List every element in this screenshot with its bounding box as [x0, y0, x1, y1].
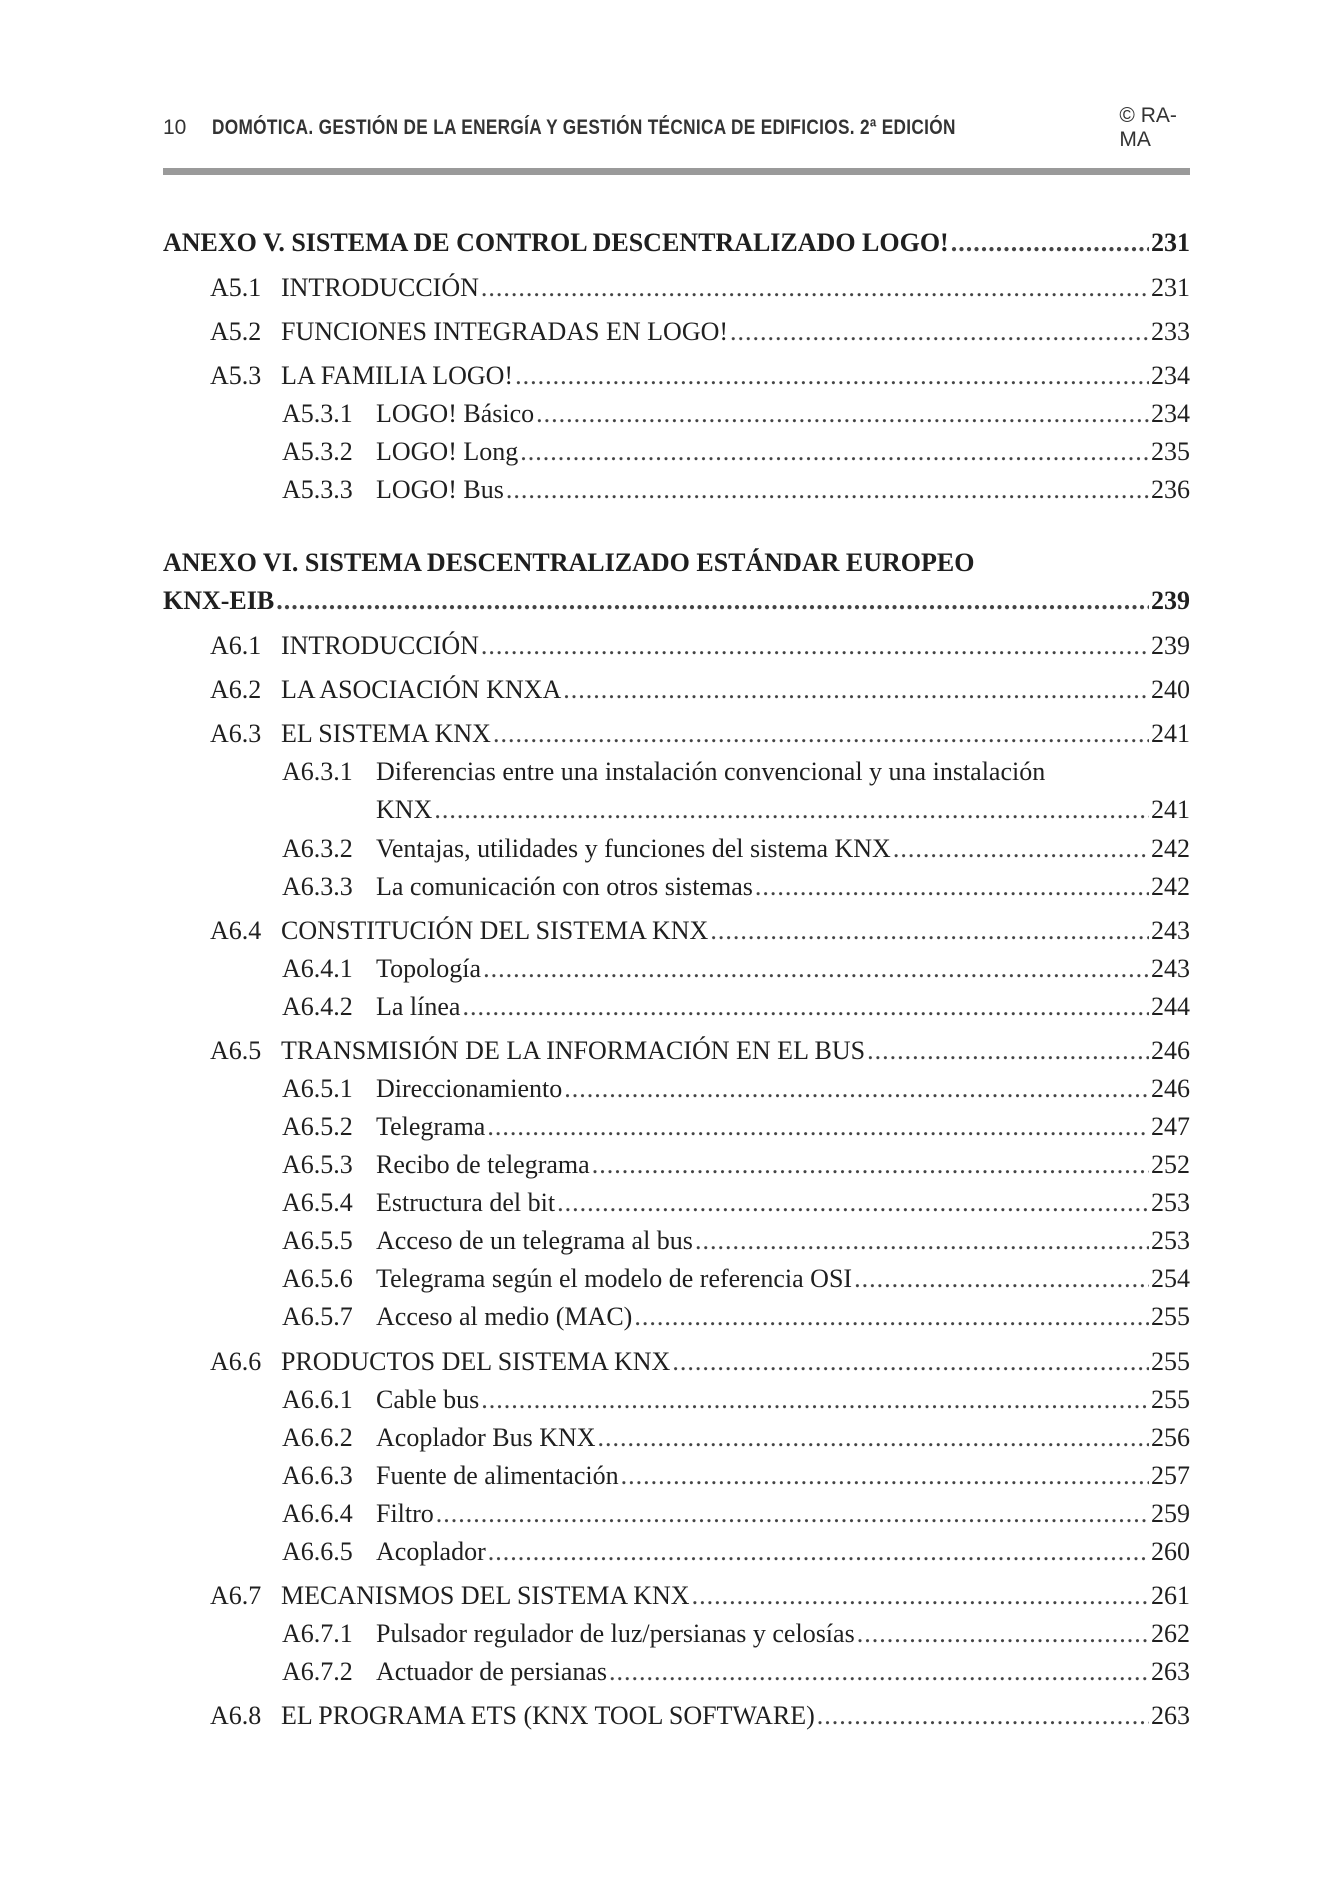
leader-dots: [436, 1497, 1149, 1531]
toc-entry-number: A6.6.2: [282, 1423, 353, 1452]
toc-subentry[interactable]: [282, 1497, 1190, 1531]
toc-subentry[interactable]: [282, 1224, 1190, 1258]
toc-page: 236: [1151, 475, 1190, 504]
toc-subentry[interactable]: [282, 473, 1190, 507]
toc-entry-title: MECANISMOS DEL SISTEMA KNX: [281, 1581, 690, 1610]
toc-page: 246: [1151, 1074, 1190, 1103]
leader-dots: [564, 1072, 1149, 1106]
toc-page: 259: [1151, 1499, 1190, 1528]
toc-page: 263: [1151, 1657, 1190, 1686]
publisher: © RA-MA: [1119, 104, 1177, 151]
leader-dots: [276, 584, 1149, 618]
leader-dots: [634, 1300, 1149, 1334]
toc-entry-number: A6.4: [210, 916, 262, 945]
toc-entry-number: A6.5.6: [282, 1264, 353, 1293]
toc-page: 247: [1151, 1112, 1190, 1141]
toc-entry[interactable]: [210, 271, 1190, 305]
toc-entry-number: A6.6.1: [282, 1385, 353, 1414]
toc-entry-title: Diferencias entre una instalación convencional y una instalación: [376, 757, 1046, 786]
leader-dots: [481, 629, 1149, 663]
toc-entry-title: Acceso al medio (MAC): [376, 1302, 633, 1331]
leader-dots: [598, 1421, 1149, 1455]
toc-entry-number: A6.2: [210, 675, 262, 704]
leader-dots: [462, 990, 1149, 1024]
toc-subentry[interactable]: [282, 1072, 1190, 1106]
toc-subentry[interactable]: [282, 1300, 1190, 1334]
toc-entry-number: A6.4.2: [282, 992, 353, 1021]
leader-dots: [609, 1655, 1149, 1689]
leader-dots: [692, 1579, 1149, 1613]
toc-annex-title: KNX-EIB: [163, 586, 275, 615]
toc-entry-number: A5.2: [210, 317, 262, 346]
leader-dots: [867, 1034, 1149, 1068]
toc-page: 262: [1151, 1619, 1190, 1648]
toc-entry-number: A5.1: [210, 273, 262, 302]
toc-entry-title: LA ASOCIACIÓN KNXA: [281, 675, 562, 704]
leader-dots: [481, 271, 1149, 305]
toc-entry-number: A6.6.3: [282, 1461, 353, 1490]
toc-entry[interactable]: [210, 1699, 1190, 1733]
toc-annex-6[interactable]: [163, 584, 1190, 618]
toc-entry-title: INTRODUCCIÓN: [281, 631, 479, 660]
toc-entry-title: CONSTITUCIÓN DEL SISTEMA KNX: [281, 916, 709, 945]
toc-entry-title: KNX: [376, 795, 433, 824]
toc-entry-title: Estructura del bit: [376, 1188, 556, 1217]
toc-entry-title: Ventajas, utilidades y funciones del sistema KNX: [376, 834, 891, 863]
toc-entry-title: EL SISTEMA KNX: [281, 719, 491, 748]
toc-entry-number: A6.3.1: [282, 757, 353, 786]
toc-page: 243: [1151, 954, 1190, 983]
toc-entry-number: A6.6.4: [282, 1499, 353, 1528]
toc-subentry[interactable]: [282, 1535, 1190, 1569]
leader-dots: [695, 1224, 1149, 1258]
toc-entry-number: A6.7.2: [282, 1657, 353, 1686]
toc-annex-title: ANEXO V. SISTEMA DE CONTROL DESCENTRALIZADO LOGO!: [163, 228, 949, 257]
toc-entry-number: A6.1: [210, 631, 262, 660]
toc-entry-number: A6.3.3: [282, 872, 353, 901]
toc-entry-number: A6.5.5: [282, 1226, 353, 1255]
toc-subentry-line1[interactable]: [282, 755, 1045, 789]
toc-subentry[interactable]: [282, 1383, 1190, 1417]
toc-subentry[interactable]: [282, 832, 1190, 866]
toc-page: 256: [1151, 1423, 1190, 1452]
toc-page: 242: [1151, 872, 1190, 901]
toc-entry-title: Telegrama: [376, 1112, 486, 1141]
leader-dots: [536, 397, 1149, 431]
toc-entry-title: Recibo de telegrama: [376, 1150, 590, 1179]
toc-entry-title: Acoplador: [376, 1537, 486, 1566]
toc-page: 243: [1151, 916, 1190, 945]
toc-page: 233: [1151, 317, 1190, 346]
toc-entry-number: A6.6: [210, 1347, 262, 1376]
toc-entry-number: A6.8: [210, 1701, 262, 1730]
toc-subentry[interactable]: [282, 1186, 1190, 1220]
toc-page: 255: [1151, 1302, 1190, 1331]
toc-page: 260: [1151, 1537, 1190, 1566]
toc-entry-title: Fuente de alimentación: [376, 1461, 619, 1490]
toc-page: 246: [1151, 1036, 1190, 1065]
toc-entry-title: Acceso de un telegrama al bus: [376, 1226, 693, 1255]
toc-page: 241: [1151, 795, 1190, 824]
toc-entry[interactable]: [210, 359, 1190, 393]
toc-entry-number: A6.5.3: [282, 1150, 353, 1179]
leader-dots: [515, 359, 1149, 393]
leader-dots: [621, 1459, 1149, 1493]
toc-page: 240: [1151, 675, 1190, 704]
toc-subentry[interactable]: [282, 397, 1190, 431]
toc-entry-number: A5.3.1: [282, 399, 353, 428]
leader-dots: [487, 1110, 1149, 1144]
toc-annex-6-title-line1: ANEXO VI. SISTEMA DESCENTRALIZADO ESTÁNDAR EUROPEO: [163, 548, 975, 577]
toc-page: 253: [1151, 1188, 1190, 1217]
toc-entry-title: Topología: [376, 954, 482, 983]
toc-entry-number: A6.4.1: [282, 954, 353, 983]
toc-page: 239: [1151, 631, 1190, 660]
toc-subentry[interactable]: [282, 1110, 1190, 1144]
leader-dots: [730, 315, 1149, 349]
leader-dots: [857, 1617, 1149, 1651]
toc-entry-number: A6.5.1: [282, 1074, 353, 1103]
toc-page: 255: [1151, 1347, 1190, 1376]
toc-page: 254: [1151, 1264, 1190, 1293]
toc-entry-number: A6.5.4: [282, 1188, 353, 1217]
toc-subentry[interactable]: [376, 793, 1190, 827]
toc-entry-number: A6.5: [210, 1036, 262, 1065]
toc-page: 255: [1151, 1385, 1190, 1414]
leader-dots: [493, 717, 1149, 751]
leader-dots: [506, 473, 1149, 507]
header-rule: [163, 168, 1190, 175]
toc-subentry[interactable]: [282, 1148, 1190, 1182]
toc-entry-title: LA FAMILIA LOGO!: [281, 361, 514, 390]
leader-dots: [817, 1699, 1149, 1733]
toc-entry-number: A5.3.3: [282, 475, 353, 504]
toc-entry[interactable]: [210, 717, 1190, 751]
toc-page: 234: [1151, 361, 1190, 390]
toc-entry-title: LOGO! Básico: [376, 399, 535, 428]
toc-entry[interactable]: [210, 673, 1190, 707]
toc-entry-number: A5.3: [210, 361, 262, 390]
toc-entry-number: A6.3: [210, 719, 262, 748]
running-header: [163, 104, 1190, 151]
toc-entry-number: A6.3.2: [282, 834, 353, 863]
toc-page: 231: [1151, 228, 1190, 257]
leader-dots: [854, 1262, 1149, 1296]
leader-dots: [563, 673, 1149, 707]
toc-entry-title: Actuador de persianas: [376, 1657, 608, 1686]
toc-subentry[interactable]: [282, 1617, 1190, 1651]
toc-subentry[interactable]: [282, 990, 1190, 1024]
leader-dots: [483, 952, 1149, 986]
toc-page: 244: [1151, 992, 1190, 1021]
toc-page: 261: [1151, 1581, 1190, 1610]
toc-subentry[interactable]: [282, 1655, 1190, 1689]
toc-annex-5[interactable]: [163, 226, 1190, 260]
toc-entry-title: Acoplador Bus KNX: [376, 1423, 596, 1452]
toc-entry[interactable]: [210, 1034, 1190, 1068]
leader-dots: [951, 226, 1149, 260]
toc-entry-title: Direccionamiento: [376, 1074, 563, 1103]
toc-entry-title: LOGO! Bus: [376, 475, 504, 504]
toc-entry[interactable]: [210, 629, 1190, 663]
leader-dots: [672, 1345, 1149, 1379]
toc-entry-number: A6.7.1: [282, 1619, 353, 1648]
leader-dots: [893, 832, 1149, 866]
toc-page: 241: [1151, 719, 1190, 748]
toc-page: 253: [1151, 1226, 1190, 1255]
toc-page: 235: [1151, 437, 1190, 466]
toc-entry-title: Telegrama según el modelo de referencia OSI: [376, 1264, 853, 1293]
toc-entry-title: INTRODUCCIÓN: [281, 273, 479, 302]
toc-page: 242: [1151, 834, 1190, 863]
toc-entry-number: A6.5.2: [282, 1112, 353, 1141]
leader-dots: [520, 435, 1149, 469]
toc-entry[interactable]: [210, 1579, 1190, 1613]
toc-entry-number: A5.3.2: [282, 437, 353, 466]
toc-subentry[interactable]: [282, 1459, 1190, 1493]
leader-dots: [755, 870, 1149, 904]
toc-entry-number: A6.5.7: [282, 1302, 353, 1331]
leader-dots: [710, 914, 1149, 948]
toc-entry[interactable]: [210, 315, 1190, 349]
toc-entry-number: A6.7: [210, 1581, 262, 1610]
toc-page: 263: [1151, 1701, 1190, 1730]
toc-subentry[interactable]: [282, 1421, 1190, 1455]
toc-subentry[interactable]: [282, 952, 1190, 986]
page-number: 10: [163, 116, 187, 139]
toc-page: 252: [1151, 1150, 1190, 1179]
leader-dots: [434, 793, 1149, 827]
toc-page: 231: [1151, 273, 1190, 302]
toc-entry-title: EL PROGRAMA ETS (KNX TOOL SOFTWARE): [281, 1701, 815, 1730]
toc-entry-title: Cable bus: [376, 1385, 480, 1414]
toc-subentry[interactable]: [282, 1262, 1190, 1296]
toc-entry-title: TRANSMISIÓN DE LA INFORMACIÓN EN EL BUS: [281, 1036, 866, 1065]
toc-entry-title: La línea: [376, 992, 461, 1021]
book-title: DOMÓTICA. GESTIÓN DE LA ENERGÍA Y GESTIÓN TÉCNICA DE EDIFICIOS. 2ª EDICIÓN: [212, 116, 957, 139]
leader-dots: [488, 1535, 1149, 1569]
toc-subentry[interactable]: [282, 435, 1190, 469]
toc-page: 239: [1151, 586, 1190, 615]
toc-page: 234: [1151, 399, 1190, 428]
leader-dots: [592, 1148, 1149, 1182]
toc-entry-title: LOGO! Long: [376, 437, 519, 466]
toc-entry-title: FUNCIONES INTEGRADAS EN LOGO!: [281, 317, 729, 346]
toc-entry-title: La comunicación con otros sistemas: [376, 872, 753, 901]
toc-entry-title: Pulsador regulador de luz/persianas y celosías: [376, 1619, 855, 1648]
toc-entry[interactable]: [210, 1345, 1190, 1379]
toc-entry-title: Filtro: [376, 1499, 434, 1528]
toc-entry-number: A6.6.5: [282, 1537, 353, 1566]
toc-entry[interactable]: [210, 914, 1190, 948]
toc-entry-title: PRODUCTOS DEL SISTEMA KNX: [281, 1347, 671, 1376]
leader-dots: [557, 1186, 1149, 1220]
toc-page: 257: [1151, 1461, 1190, 1490]
leader-dots: [481, 1383, 1149, 1417]
toc-subentry[interactable]: [282, 870, 1190, 904]
